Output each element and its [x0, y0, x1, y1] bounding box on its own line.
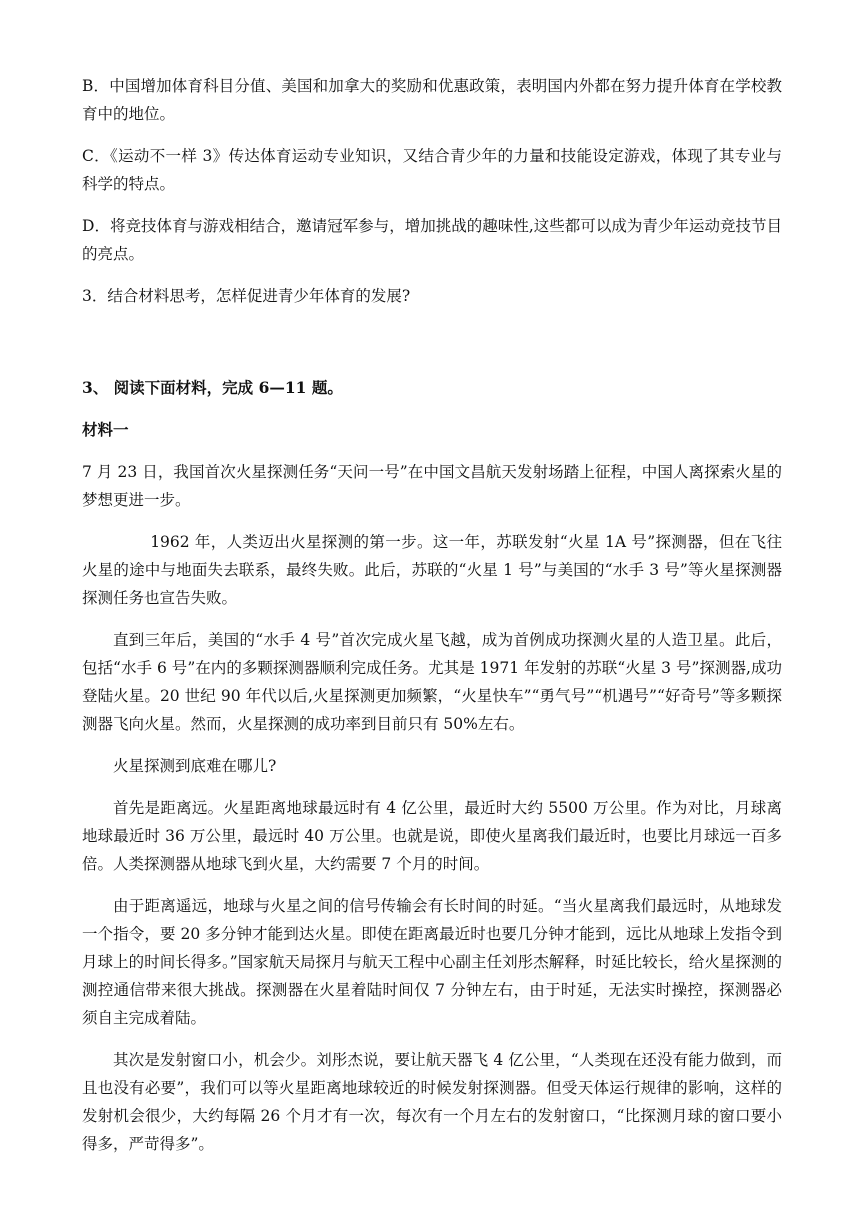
paragraph: 1962 年，人类迈出火星探测的第一步。这一年，苏联发射“火星 1A 号”探测器，但在飞往火星的途中与地面失去联系，最终失败。此后，苏联的“火星 1 号”与美国的“水手 3 号”等火星探测器探测任务也宣告失败。	[82, 533, 782, 607]
option-c: C．《运动不一样 3》传达体育运动专业知识，又结合青少年的力量和技能设定游戏，体现了其专业与科学的特点。	[82, 147, 782, 193]
material-label: 材料一	[82, 420, 129, 439]
question-3: 3．结合材料思考，怎样促进青少年体育的发展?	[82, 287, 411, 305]
section-heading: 3、 阅读下面材料，完成 6—11 题。	[82, 378, 343, 397]
spacer	[82, 324, 782, 374]
paragraph: 火星探测到底难在哪儿?	[113, 757, 277, 775]
paragraph: 其次是发射窗口小，机会少。刘彤杰说，要让航天器飞 4 亿公里，“人类现在还没有能力做到，而且也没有必要”，我们可以等火星距离地球较近的时候发射探测器。但受天体运行规律的影响，这样的发射机会很少，大约每隔 26 个月才有一次，每次有一个月左右的发射窗口，“比探测月球的窗口要小得多，严苛得多”。	[82, 1051, 782, 1153]
option-b: B．中国增加体育科目分值、美国和加拿大的奖励和优惠政策，表明国内外都在努力提升体育在学校教育中的地位。	[82, 77, 782, 123]
paragraph: 直到三年后，美国的“水手 4 号”首次完成火星飞越，成为首例成功探测火星的人造卫星。此后，包括“水手 6 号”在内的多颗探测器顺利完成任务。尤其是 1971 年发射的苏联“火星 3 号”探测器,成功登陆火星。20 世纪 90 年代以后,火星探测更加频繁，“火星快车”“勇气号”“机遇号”“好奇号”等多颗探测器飞向火星。然而，火星探测的成功率到目前只有 50%左右。	[82, 631, 782, 733]
document-page	[82, 72, 782, 1172]
paragraph: 由于距离遥远，地球与火星之间的信号传输会有长时间的时延。“当火星离我们最远时，从地球发一个指令，要 20 多分钟才能到达火星。即使在距离最近时也要几分钟才能到，远比从地球上发指令到月球上的时间长得多。”国家航天局探月与航天工程中心副主任刘彤杰解释，时延比较长，给火星探测的测控通信带来很大挑战。探测器在火星着陆时间仅 7 分钟左右，由于时延，无法实时操控，探测器必须自主完成着陆。	[82, 897, 782, 1027]
paragraph: 7 月 23 日，我国首次火星探测任务“天问一号”在中国文昌航天发射场踏上征程，中国人离探索火星的梦想更进一步。	[82, 463, 782, 509]
paragraph: 首先是距离远。火星距离地球最远时有 4 亿公里，最近时大约 5500 万公里。作为对比，月球离地球最近时 36 万公里，最远时 40 万公里。也就是说，即使火星离我们最近时，也要比月球远一百多倍。人类探测器从地球飞到火星，大约需要 7 个月的时间。	[82, 799, 782, 873]
option-d: D．将竞技体育与游戏相结合，邀请冠军参与，增加挑战的趣味性,这些都可以成为青少年运动竞技节目的亮点。	[82, 217, 782, 263]
